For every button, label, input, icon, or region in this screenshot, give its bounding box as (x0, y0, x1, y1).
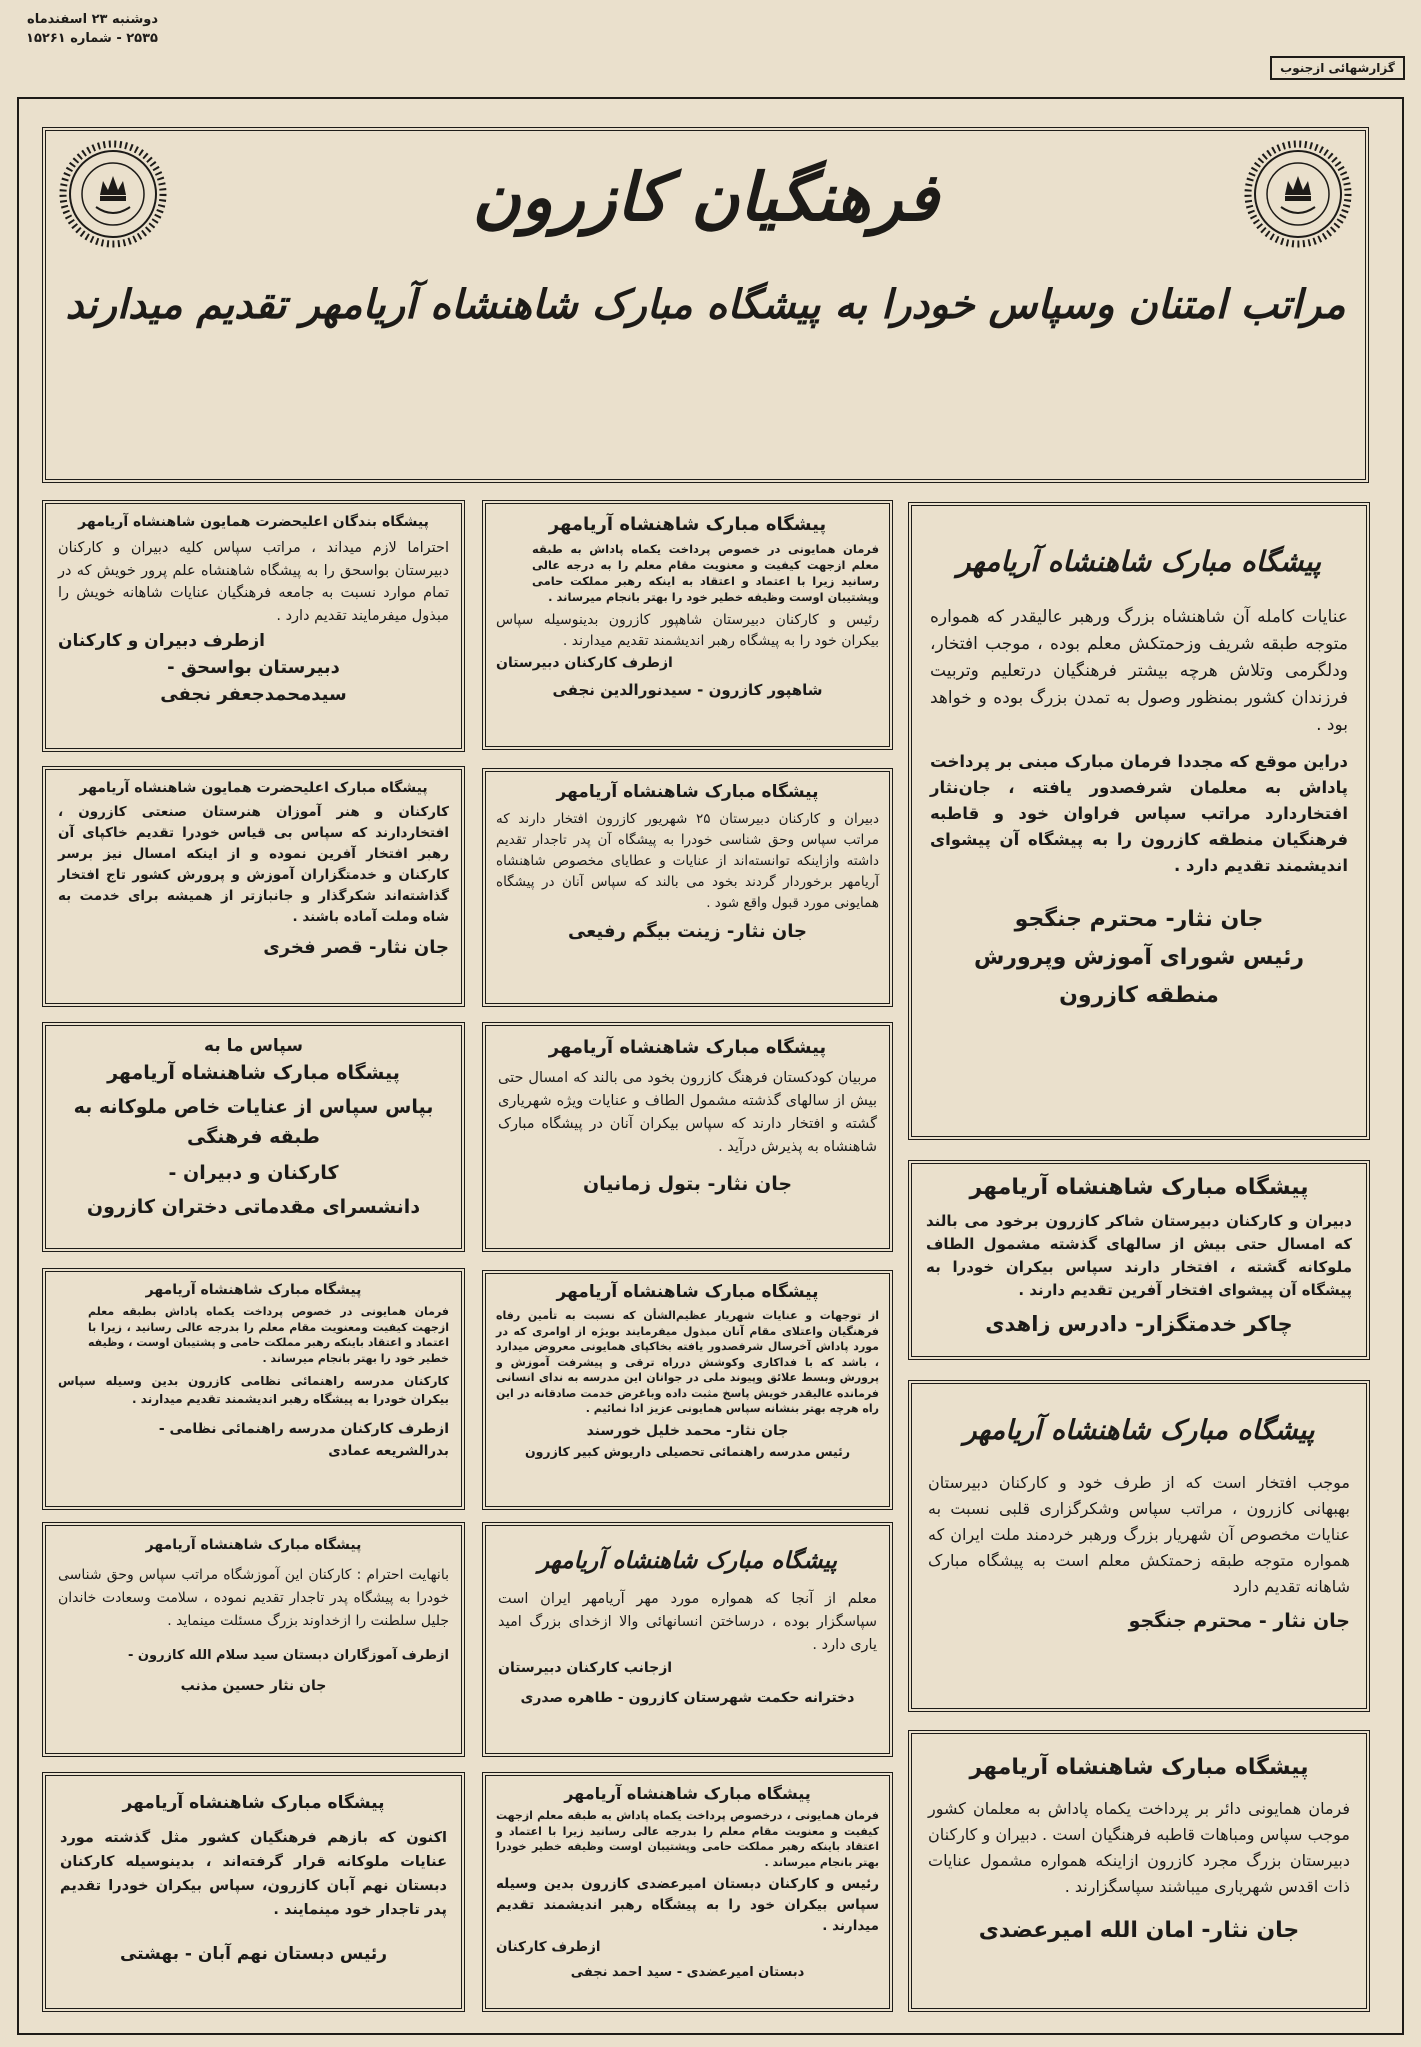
ad-title: پیشگاه مبارک شاهنشاه آریامهر (122, 1793, 385, 1813)
ad-signature: کارکنان و دبیران - (168, 1162, 339, 1184)
ad-signature: چاکر خدمتگزار- دادرس زاهدی (985, 1312, 1293, 1336)
ad-body: کارکنان و هنر آموزان هنرستان صنعتی کازرون ، افتخاردارند که سپاس بی قیاس خودرا تقدیم خاکپای آن رهبر افتخار آفرین نموده و از اینکه امسال نیز برسر کارکنان و خدمتگزاران آموزش و پرورش کشور تاج افتخار گذاشته‌اند شکرگذار و جانبازتر از همیشه برای خدمت به شاه وملت آماده باشند . (58, 804, 449, 925)
ad-box-middle-2 (482, 768, 893, 1007)
ad-signature: جان نثار - محترم جنگجو (1128, 1610, 1350, 1632)
ad-title: پیشگاه مبارک شاهنشاه آریامهر (145, 1282, 362, 1298)
ad-body: بپاس سپاس از عنایات خاص ملوکانه به طبقه فرهنگی (73, 1096, 434, 1148)
ad-box-middle-3 (482, 1022, 893, 1252)
ad-signature: دخترانه حکمت شهرستان کازرون - طاهره صدری (520, 1690, 855, 1706)
ad-body: اکنون که بازهم فرهنگیان کشور مثل گذشته مورد عنایات ملوکانه قرار گرفته‌اند ، بدینوسیله کارکنان دبستان نهم آبان کازرون، سپاس بیکران خودرا تقدیم پدر تاجدار خود مینمایند . (60, 1830, 447, 1918)
ad-title: پیشگاه مبارک شاهنشاه آریامهر (548, 514, 827, 535)
ad-signature: بدرالشریعه عمادی (328, 1443, 449, 1459)
ad-body: عنایات کامله آن شاهنشاه بزرگ ورهبر عالیقدر که همواره متوجه طبقه شریف وزحمتکش معلم بوده ، موجب افتخار، ودلگرمی وتلاش هرچه بیشتر فرهنگیان درتعلیم وتربیت فرزندان کشور بمنظور وصول به تمدن بزرگ بوده و خواهد بود . (930, 607, 1348, 735)
ad-title: پیشگاه مبارک شاهنشاه آریامهر (963, 1415, 1315, 1446)
ad-body: رئیس و کارکنان دبستان امیرعضدی کازرون بدین وسیله سپاس بیکران خود را به پیشگاه رهبر اندیشمند تقدیم میدارند . (496, 1876, 879, 1934)
ad-box-right-1 (908, 502, 1370, 1140)
ad-signature: سیدمحمدجعفر نجفی (160, 684, 347, 705)
ad-signature: رئیس مدرسه راهنمائی تحصیلی داریوش کبیر کازرون (524, 1443, 851, 1459)
ad-box-left-2 (42, 766, 465, 1007)
dateline (18, 10, 158, 48)
section-label: گزارشهائی ازجنوب (1270, 56, 1405, 80)
ad-body: موجب افتخار است که از طرف خود و کارکنان دبیرستان بهبهانی کازرون ، مراتب سپاس وشکرگزاری قلبی نسبت به عنایات مخصوص آن شهریار بزرگ ورهبر خردمند ملت ایران که همواره متوجه طبقه زحمتکش معلم است به پیشگاه مبارک شاهانه تقدیم دارد (928, 1473, 1350, 1596)
ad-signature: جان نثار حسین مذنب (180, 1678, 327, 1694)
ad-box-left-6 (42, 1772, 465, 2012)
date-line-1: دوشنبه ۲۳ اسفندماه (27, 12, 158, 27)
ad-signature: ازطرف آموزگاران دبستان سید سلام الله کازرون - (127, 1648, 449, 1663)
date-line-2: ۲۵۳۵ - شماره ۱۵۲۶۱ (26, 31, 158, 46)
ad-signature: شاهپور کازرون - سیدنورالدین نجفی (552, 681, 823, 699)
ad-title: پیشگاه مبارک شاهنشاه آریامهر (556, 782, 819, 802)
ad-signature: ازطرف کارکنان دبیرستان (496, 655, 673, 671)
ad-title: پیشگاه بندگان اعلیحضرت همایون شاهنشاه آریامهر (78, 514, 429, 530)
ad-box-middle-5 (482, 1522, 893, 1757)
ad-signature: جان نثار- امان الله امیرعضدی (978, 1918, 1300, 1943)
ad-signature: دبستان امیرعضدی - سید احمد نجفی (570, 1965, 805, 1980)
ad-body: دبیران و کارکنان دبیرستان ۲۵ شهریور کازرون افتخار دارند که مراتب سپاس وحق شناسی خودرا به پیشگاه آن پدر تاجدار تقدیم داشته وازاینکه توانسته‌اند از عنایات و عطایای مخصوص شاهنشاه آریامهر برخوردار گردند بخود می بالند که سپاس آنان در پیشگاه همایونی مورد قبول واقع شود . (496, 811, 880, 911)
ad-signature: ازجانب کارکنان دبیرستان (498, 1660, 673, 1676)
ad-signature: ازطرف کارکنان (496, 1939, 601, 1955)
ad-body: دراین موقع که مجددا فرمان مبارک مبنی بر پرداخت پاداش به معلمان شرفصدور یافته ، جان‌نثار افتخاردارد مراتب سپاس فراوان خود و قاطبه فرهنگیان منطقه کازرون را به پیشگاه آن پیشوای اندیشمند تقدیم دارد . (930, 752, 1348, 875)
ad-box-middle-1 (482, 500, 893, 750)
ad-box-right-2 (908, 1160, 1370, 1360)
ad-signature: رئیس شورای آموزش وپرورش (973, 945, 1305, 970)
ad-signature: ازطرف کارکنان مدرسه راهنمائی نظامی - (158, 1421, 449, 1437)
ad-title: پیشگاه مبارک شاهنشاه آریامهر (969, 1755, 1309, 1780)
ad-box-left-3 (42, 1022, 465, 1252)
ad-body: فرمان همایونی دائر بر پرداخت یکماه پاداش به معلمان کشور موجب سپاس ومباهات قاطبه فرهنگیان است . دبیران و کارکنان دبیرستان بزرگ مجرد کازرون ازاینکه همواره مشمول عنایات ذات اقدس شهریاری میباشند سپاسگزارند . (928, 1799, 1350, 1896)
ad-body: احتراما لازم میداند ، مراتب سپاس کلیه دبیران و کارکنان دبیرستان بواسحق را به پیشگاه شاهنشاه علم پرور خویش که در تمام موارد نسبت به جامعه فرهنگیان عنایات شاهانه خویش را مبذول میفرمایند تقدیم دارد . (58, 540, 449, 624)
ad-signature: جان نثار- بتول زمانیان (582, 1173, 793, 1195)
ad-signature: جان نثار- محمد خلیل خورسند (586, 1422, 789, 1439)
ad-title: پیشگاه مبارک شاهنشاه آریامهر (556, 1282, 819, 1302)
ad-body: رئیس و کارکنان دبیرستان شاهپور کازرون بدینوسیله سپاس بیکران خود را به پیشگاه رهبر اندیشمند تقدیم میدارند . (496, 612, 879, 649)
ad-pre-title: سپاس ما به (204, 1036, 303, 1056)
ad-title: پیشگاه مبارک شاهنشاه آریامهر (107, 1062, 400, 1084)
ad-small-print: از توجهات و عنایات شهریار عظیم‌الشأن که نسبت به تأمین رفاه فرهنگیان واعتلای مقام آنان مبذول میفرمایند بویژه از اوامری که در مورد پاداش آخرسال شرفصدور یافته بخاکپای همایونی معروض میدارد ، باشد که با فداکاری وکوشش درراه ترقی و پیشرفت آموزش و پرورش وبسط علائق وپیوند ملی در جوانان این مدرسه به ندای انسانی فرمانده عالیقدر خویش پاسخ مثبت داده وباغرض خدمت صادقانه در این راه هرچه بهتر بنشانه سپاس همایونی عزیز ادا نمائیم . (496, 1309, 879, 1415)
ad-small-print: فرمان همایونی در خصوص پرداخت یکماه پاداش به طبقه معلم ازجهت کیفیت و معنویت مقام معلم را به درجه عالی رسانید زیرا با اعتماد و اعتقاد به اینکه رهبر مملکت حامی وپشتیبان اوست وظیفه خطیر خود را بهتر بانجام میرساند . (532, 542, 879, 604)
ad-box-middle-6 (482, 1772, 893, 2012)
ad-signature: منطقه کازرون (1059, 983, 1219, 1008)
ad-box-left-5 (42, 1522, 465, 1757)
ad-signature: رئیس دبستان نهم آبان - بهشتی (119, 1944, 388, 1964)
ad-signature: جان نثار- محترم جنگجو (1014, 907, 1264, 932)
ad-title: پیشگاه مبارک شاهنشاه آریامهر (969, 1175, 1309, 1200)
ad-title: پیشگاه مبارک شاهنشاه آریامهر (956, 545, 1322, 578)
ad-title: پیشگاه مبارک شاهنشاه آریامهر (564, 1784, 811, 1803)
ad-signature: جان نثار- زینت بیگم رفیعی (568, 921, 807, 942)
ad-box-left-1 (42, 500, 465, 752)
ad-title: پیشگاه مبارک شاهنشاه آریامهر (548, 1037, 827, 1058)
ad-box-right-3 (908, 1380, 1370, 1712)
ad-signature: ازطرف دبیران و کارکنان (58, 631, 266, 651)
ad-small-print: فرمان همایونی ، درخصوص پرداخت یکماه پاداش به طبقه معلم ازجهت کیفیت و معنویت مقام معلم را بدرجه عالی رسانید زیرا با اعتماد و اعتقاد باینکه رهبر مملکت حامی وپشتیبان اوست وظیفه خطیر خودرا بهتر بانجام میرساند . (496, 1809, 879, 1869)
ad-box-left-4 (42, 1268, 465, 1510)
emblem-icon (1243, 139, 1353, 249)
ad-box-right-4 (908, 1730, 1370, 2012)
emblem-icon (58, 139, 168, 249)
ad-body: بانهایت احترام : کارکنان این آموزشگاه مراتب سپاس وحق شناسی خودرا به پیشگاه پدر تاجدار تقدیم نموده ، سلامت وسعادت خاندان جلیل سلطنت را ازخداوند بزرگ مسئلت مینماید . (58, 1567, 449, 1629)
ad-title: پیشگاه مبارک شاهنشاه آریامهر (145, 1537, 362, 1553)
ad-body: معلم از آنجا که همواره مورد مهر آریامهر ایران است سپاسگزار بوده ، درساختن انسانهائی والا ازخدای بزرگ امید یاری دارد . (498, 1591, 877, 1653)
ad-signature: دانشسرای مقدماتی دختران کازرون (86, 1196, 421, 1218)
ad-body: کارکنان مدرسه راهنمائی نظامی کازرون بدین وسیله سپاس بیکران خودرا به پیشگاه رهبر اندیشمند تقدیم میدارند . (58, 1374, 449, 1406)
ad-title: پیشگاه مبارک اعلیحضرت همایون شاهنشاه آریامهر (79, 780, 428, 796)
ad-body: مربیان کودکستان فرهنگ کازرون بخود می بالند که امسال حتی بیش از سالهای گذشته مشمول الطاف و عنایات ویژه شهریاری گشته و افتخار دارند که سپاس بیکران آنان در پیشگاه مبارک شاهنشاه به پذیرش درآید . (498, 1070, 877, 1155)
ad-body: دبیران و کارکنان دبیرستان شاکر کازرون برخود می بالند که امسال حتی بیش از سالهای گذشته مشمول الطاف ملوکانه گشته ، افتخار دارند سپاس بیکران خودرا به پیشگاه آن پیشوای افتخار آفرین تقدیم دارند . (926, 1212, 1352, 1299)
ad-title: پیشگاه مبارک شاهنشاه آریامهر (537, 1548, 838, 1574)
headline: فرهنگیان کازرون (472, 159, 939, 236)
ad-signature: دبیرستان بواسحق - (167, 657, 340, 678)
ad-small-print: فرمان همایونی در خصوص پرداخت یکماه پاداش بطبقه معلم ازجهت کیفیت ومعنویت مقام معلم را بدرجه عالی رسانید ، زیرا با اعتماد و اعتقاد باینکه رهبر مملکت حامی و پشتیبان اوست ، وظیفه خطیر خود را بهتر بانجام میرساند . (88, 1305, 449, 1365)
ad-box-middle-4 (482, 1270, 893, 1510)
header-banner (42, 127, 1369, 483)
ad-signature: جان نثار- قصر فخری (263, 937, 449, 958)
headline-subtitle: مراتب امتنان وسپاس خودرا به پیشگاه مبارک شاهنشاه آریامهر تقدیم میدارند (65, 282, 1346, 328)
